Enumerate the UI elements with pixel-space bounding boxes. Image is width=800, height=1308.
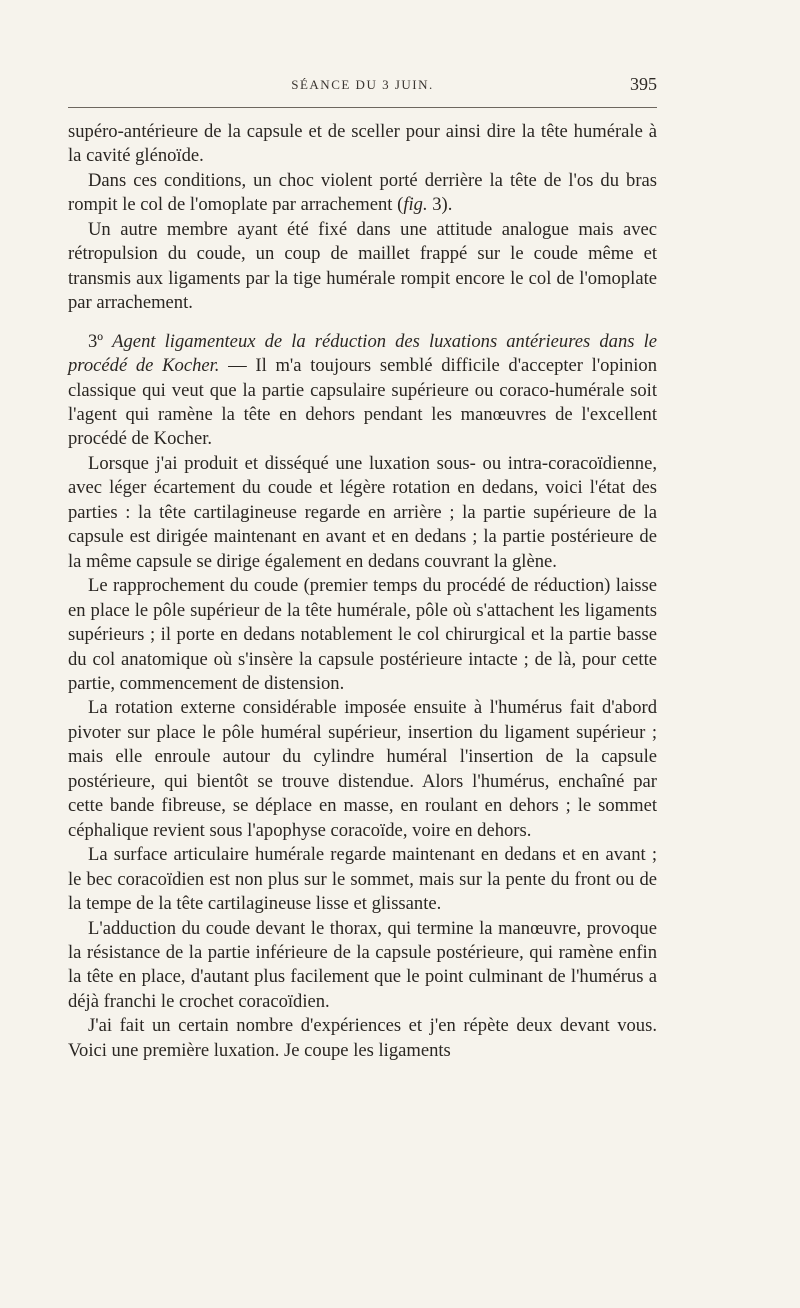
paragraph-text: supéro-antérieure de la capsule et de sceller pour ainsi dire la tête humérale à la cavité glénoïde.	[68, 121, 657, 167]
paragraph-text: La surface articulaire humérale regarde maintenant en dedans et en avant ; le bec coracoïdien est non plus sur le sommet, mais sur la pente du front ou de la tempe de la tête cartilagineuse lisse et glissante.	[68, 844, 657, 915]
running-header	[68, 74, 657, 98]
paragraph	[68, 1014, 657, 1063]
paragraph-text: Le rapprochement du coude (premier temps du procédé de réduction) laisse en place le pôle supérieur de la tête humérale, pôle où s'attachent les ligaments supérieurs ; il porte en dedans notablement le col chirurgical et la partie basse du col anatomique où s'insère la capsule postérieure intacte ; de là, pour cette partie, commencement de distension.	[68, 575, 657, 694]
paragraph	[68, 696, 657, 843]
running-header-title: SÉANCE DU 3 JUIN.	[291, 77, 434, 92]
section-heading: Agent ligamenteux de la réduction des luxations antérieures dans le procédé de Kocher.	[68, 330, 657, 377]
paragraph-text: Un autre membre ayant été fixé dans une attitude analogue mais avec rétropulsion du coude, un coup de maillet frappé sur le coude même et transmis aux ligaments par la tige humérale rompit encore le col de l'omoplate par arrachement.	[68, 218, 657, 314]
paragraph	[68, 452, 657, 574]
section-number: 3º	[88, 330, 104, 352]
paragraph-text: L'adduction du coude devant le thorax, qui termine la manœuvre, provoque la résistance de la partie inférieure de la capsule postérieure, qui ramène enfin la tête en place, d'autant plus facilement que le point culminant de l'humérus a déjà franchi le crochet coracoïdien.	[68, 917, 657, 1012]
paragraph-text: Lorsque j'ai produit et disséqué une luxation sous- ou intra-coracoïdienne, avec léger écartement du coude et légère rotation en dedans, voici l'état des parties : la tête cartilagineuse regarde en arrière ; la partie supérieure de la capsule est dirigée maintenant en avant et en dedans ; la partie postérieure de la même capsule se dirige également en dedans couvrant la glène.	[68, 452, 657, 572]
section-paragraph	[68, 330, 657, 452]
figure-reference: fig.	[403, 194, 428, 216]
paragraph-text: J'ai fait un certain nombre d'expériences et j'en répète deux devant vous. Voici une première luxation. Je coupe les ligaments	[68, 1015, 657, 1061]
page-number: 395	[630, 74, 657, 94]
paragraph-text: La rotation externe considérable imposée ensuite à l'humérus fait d'abord pivoter sur place le pôle huméral supérieur, insertion du ligament supérieur ; mais elle enroule autour du cylindre huméral l'insertion de la capsule postérieure, qui bientôt se trouve distendue. Alors l'humérus, enchaîné par cette bande fibreuse, se déplace en masse, en roulant en dehors ; le sommet céphalique revient sous l'apophyse coracoïde, voire en dehors.	[68, 697, 657, 841]
paragraph	[68, 574, 657, 696]
paragraph-text: — Il m'a toujours semblé difficile d'accepter l'opinion classique qui veut que la partie capsulaire supérieure ou coraco-humérale soit l'agent qui ramène la tête en dehors pendant les manœuvres de l'excellent procédé de Kocher.	[68, 355, 657, 450]
body-text	[68, 120, 657, 1063]
paragraph-continued	[68, 120, 657, 169]
paragraph-text: 3).	[427, 194, 453, 216]
paragraph	[68, 169, 657, 218]
paragraph	[68, 218, 657, 316]
paragraph-text: Dans ces conditions, un choc violent porté derrière la tête de l'os du bras rompit le col de l'omoplate par arrachement (	[68, 169, 657, 216]
header-rule	[68, 107, 657, 108]
paragraph	[68, 917, 657, 1015]
paragraph	[68, 843, 657, 916]
